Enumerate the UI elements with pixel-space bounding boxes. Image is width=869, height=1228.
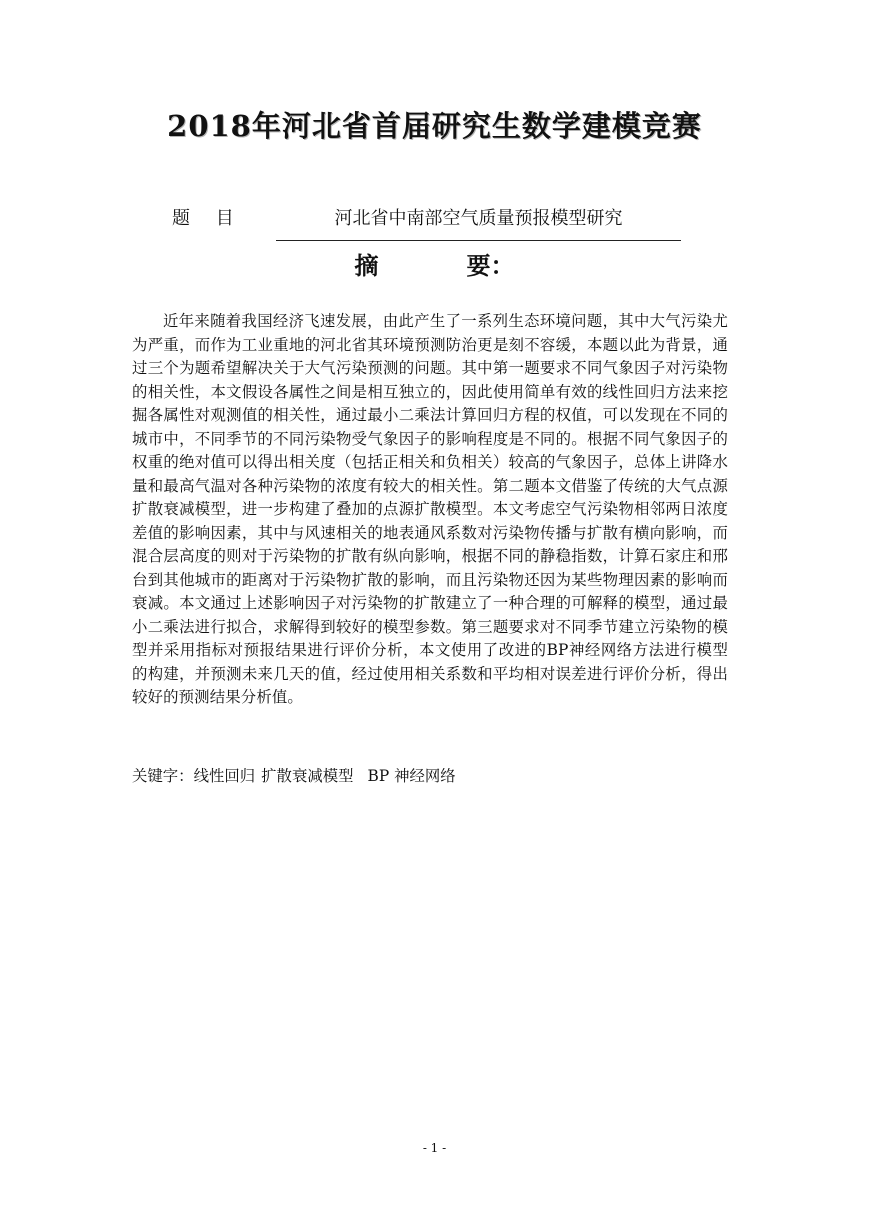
keyword-1: 线性回归 <box>193 767 256 785</box>
abstract-heading-char2: 要： <box>466 252 515 280</box>
abstract-heading-char1: 摘 <box>354 252 379 280</box>
page-title: 2018年河北省首届研究生数学建模竞赛 <box>167 109 702 143</box>
page-number: - 1 - <box>422 1141 447 1155</box>
keyword-3: BP 神经网络 <box>367 767 456 785</box>
keywords <box>132 764 728 788</box>
abstract-body: 近年来随着我国经济飞速发展，由此产生了一系列生态环境问题，其中大气污染尤为严重，而作为工业重地的河北省其环境预测防治更是刻不容缓，本题以此为背景，通过三个为题希望解决关于大气污染预测的问题。其中第一题要求不同气象因子对污染物的相关性，本文假设各属性之间是相互独立的，因此使用简单有效的线性回归方法来挖掘各属性对观测值的相关性，通过最小二乘法计算回归方程的权值，可以发现在不同的城市中，不同季节的不同污染物受气象因子的影响程度是不同的。根据不同气象因子的权重的绝对值可以得出相关度（包括正相关和负相关）较高的气象因子，总体上讲降水量和最高气温对各种污染物的浓度有较大的相关性。第二题本文借鉴了传统的大气点源扩散衰减模型，进一步构建了叠加的点源扩散模型。本文考虑空气污染物相邻两日浓度差值的影响因素，其中与风速相关的地表通风系数对污染物传播与扩散有横向影响，而混合层高度的则对于污染物的扩散有纵向影响，根据不同的静稳指数，计算石家庄和邢台到其他城市的距离对于污染物扩散的影响，而且污染物还因为某些物理因素的影响而衰减。本文通过上述影响因子对污染物的扩散建立了一种合理的可解释的模型，通过最小二乘法进行拟合，求解得到较好的模型参数。第三题要求对不同季节建立污染物的模型并采用指标对预报结果进行评价分析，本文使用了改进的BP神经网络方法进行模型的构建，并预测未来几天的值，经过使用相关系数和平均相对误差进行评价分析，得出较好的预测结果分析值。 <box>132 312 728 706</box>
topic-value: 河北省中南部空气质量预报模型研究 <box>334 208 623 229</box>
keyword-2: 扩散衰减模型 <box>261 767 354 785</box>
keywords-label: 关键字： <box>132 767 194 785</box>
abstract-heading <box>0 249 869 283</box>
topic-underline <box>276 240 681 241</box>
topic-label: 题 目 <box>172 208 244 229</box>
